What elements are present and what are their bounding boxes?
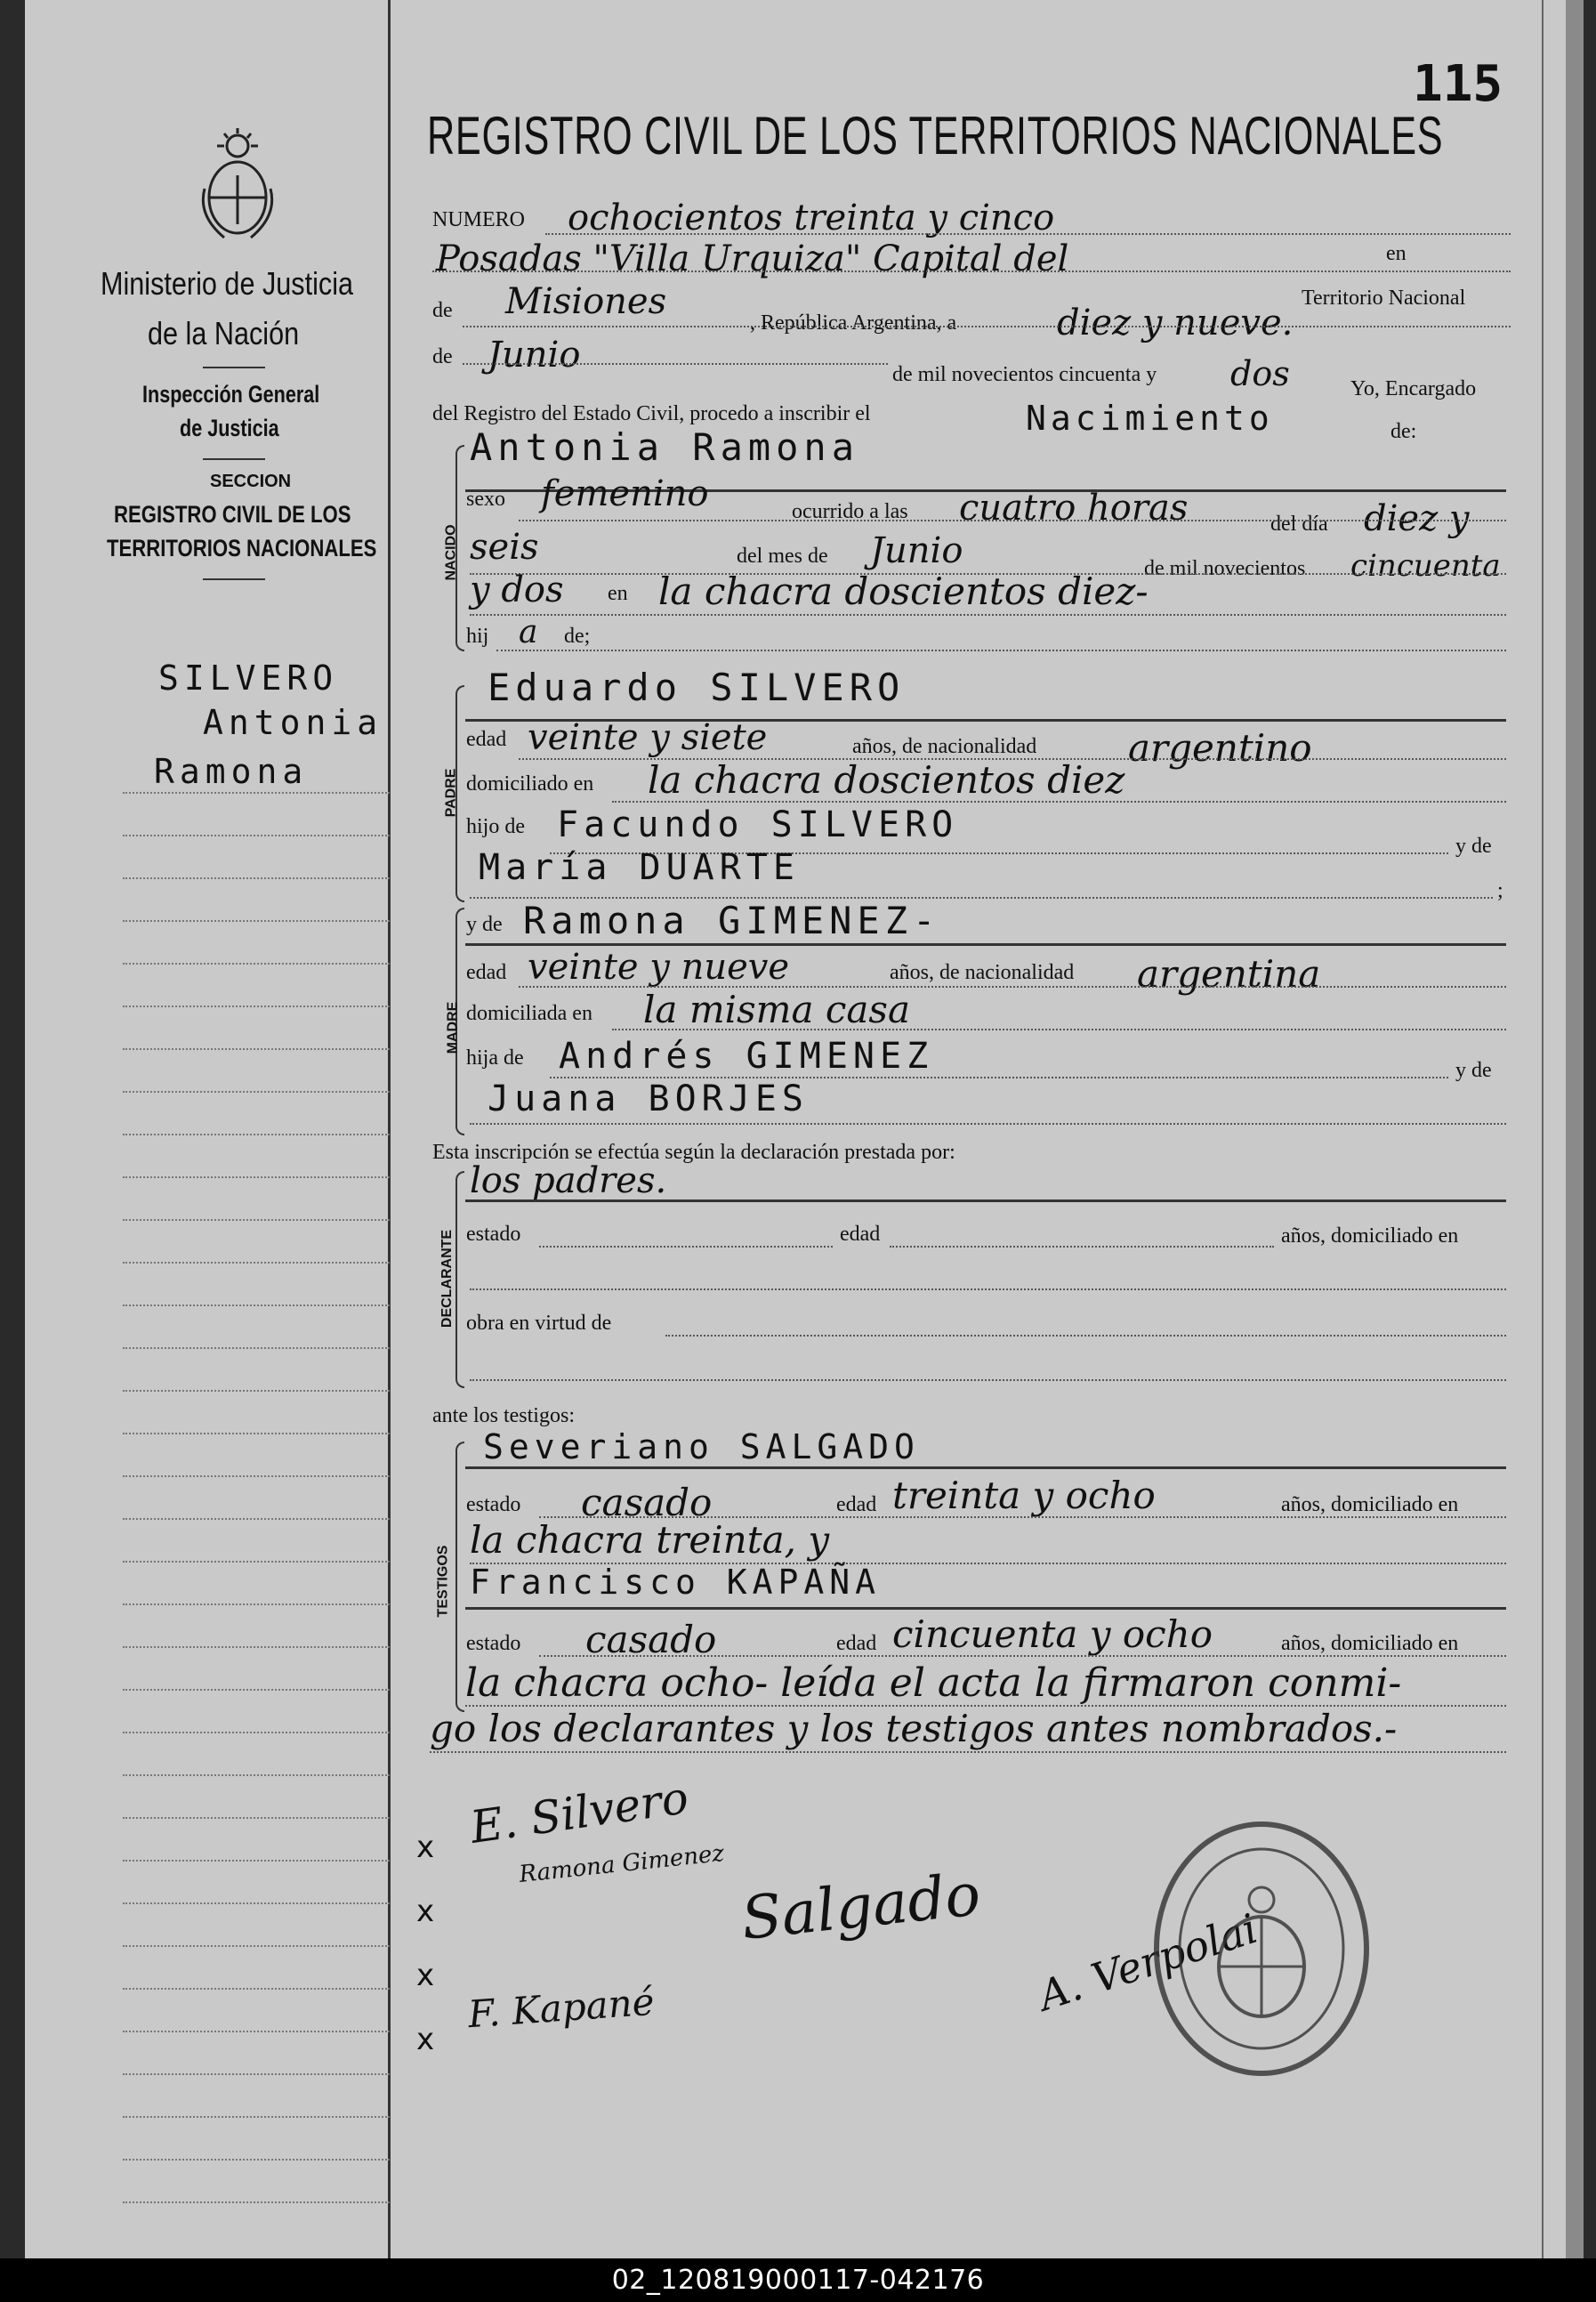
hw-lugar-nac: la chacra doscientos diez-: [658, 569, 1149, 613]
hw-madre-edad: veinte y nueve: [528, 947, 790, 988]
label-de-mil: de mil novecientos: [1144, 557, 1306, 580]
hw-territorio: Misiones: [505, 281, 667, 322]
label-decl-estado: estado: [466, 1223, 521, 1246]
label-madre-dom: domiciliada en: [466, 1002, 592, 1025]
dots-madre-dom: [612, 1029, 1506, 1030]
dots-madre-madre: [470, 1123, 1506, 1125]
margin-ruled-line: [123, 1176, 390, 1178]
margin-ruled-line: [123, 2031, 390, 2032]
hw-dia: diez y nueve.: [1057, 303, 1294, 343]
hw-nacido-nombre: Antonia Ramona: [470, 425, 860, 469]
label-del-mes: del mes de: [737, 545, 828, 568]
label-madre-anos-nac: años, de nacionalidad: [890, 961, 1075, 984]
dots-obra-virtud2: [470, 1379, 1506, 1381]
hw-anio: dos: [1230, 354, 1290, 393]
hw-testigo1-edad: treinta y ocho: [892, 1474, 1156, 1517]
margin-ruled-line: [123, 1902, 390, 1904]
hw-madre-padre: Andrés GIMENEZ: [559, 1036, 934, 1077]
hw-hij-suffix: a: [519, 614, 538, 650]
margin-ruled-line: [123, 1646, 390, 1648]
label-en-lugar: en: [608, 582, 628, 605]
margin-ruled-line: [123, 1518, 390, 1520]
label-y-de-madre: y de: [466, 913, 503, 936]
label-t2-anos-dom: años, domiciliado en: [1281, 1632, 1459, 1655]
signature-encargado: A. Verpolai: [1032, 1903, 1263, 2021]
margin-ruled-line: [123, 1048, 390, 1050]
margin-ruled-line: [123, 1347, 390, 1349]
margin-ruled-line: [123, 2201, 390, 2203]
margin-ruled-line: [123, 1262, 390, 1264]
section-line1: REGISTRO CIVIL DE LOS: [114, 501, 351, 528]
signature-x-marks: x x x x: [416, 1829, 435, 2057]
hw-testigo1-dom: la chacra treinta, y: [470, 1518, 830, 1562]
margin-ruled-line: [123, 1006, 390, 1007]
label-padre-edad: edad: [466, 728, 507, 751]
rule-madre-nombre: [465, 943, 1506, 946]
hw-dia-nac2: seis: [470, 527, 539, 568]
hw-testigo1-estado: casado: [581, 1481, 713, 1524]
margin-divider: [388, 0, 391, 2258]
declarante-bracket: [455, 1171, 464, 1388]
label-de: de: [432, 299, 453, 322]
margin-ruled-line: [123, 1433, 390, 1434]
testigos-bracket: [455, 1442, 464, 1712]
hw-testigo2-nombre: Francisco KAPAÑA: [470, 1563, 882, 1602]
hw-cierre: go los declarantes y los testigos antes nombrados.-: [430, 1707, 1398, 1750]
dots-hij: [496, 650, 1506, 651]
margin-ruled-line: [123, 1091, 390, 1093]
label-padre-anos-nac: años, de nacionalidad: [852, 735, 1037, 758]
dots-territorio: [463, 326, 1511, 327]
label-territorio: Territorio Nacional: [1302, 287, 1466, 310]
margin-ruled-line: [123, 963, 390, 965]
margin-ruled-line: [123, 2116, 390, 2118]
margin-name2: Ramona: [154, 752, 309, 791]
label-testigos: TESTIGOS: [435, 1545, 451, 1618]
margin-ruled-line: [123, 1689, 390, 1691]
page-number: 115: [1413, 55, 1503, 113]
label-padre-hijo-de: hijo de: [466, 815, 525, 838]
label-de-semicolon: de;: [564, 625, 591, 648]
coat-of-arms-emblem: [197, 126, 278, 242]
dots-sexo: [519, 520, 1506, 521]
dots-mes: [463, 363, 888, 365]
margin-surname: SILVERO: [158, 658, 339, 698]
hw-acto: Nacimiento: [1026, 399, 1274, 438]
hw-testigo2-dom: la chacra ocho- leída el acta la firmaron conmi-: [465, 1660, 1402, 1706]
hw-mes-nac: Junio: [870, 530, 963, 571]
label-t1-estado: estado: [466, 1493, 521, 1516]
label-madre-hija-de: hija de: [466, 1046, 524, 1070]
dots-padre-dom: [612, 801, 1506, 803]
margin-ruled-line: [123, 1475, 390, 1477]
hw-madre-nombre: Ramona GIMENEZ-: [523, 899, 941, 942]
hw-padre-edad: veinte y siete: [528, 717, 768, 758]
label-decl-anos-dom: años, domiciliado en: [1281, 1224, 1459, 1248]
section-rule: [203, 578, 265, 580]
inspection-rule: [203, 458, 265, 460]
margin-ruled-line: [123, 1860, 390, 1862]
margin-ruled-line: [123, 1390, 390, 1392]
dots-decl-estado: [539, 1246, 833, 1248]
margin-ruled-line: [123, 1219, 390, 1221]
margin-ruled-line: [123, 1945, 390, 1947]
label-semicolon: ;: [1497, 879, 1503, 902]
signature-silvero: E. Silvero: [467, 1772, 692, 1854]
right-edge-line: [1542, 0, 1544, 2258]
hw-padre-madre: María DUARTE: [479, 847, 800, 888]
label-madre: MADRE: [445, 1001, 461, 1054]
dots-numero: [545, 233, 1511, 235]
label-nacido: NACIDO: [443, 524, 459, 581]
signature-salgado: Salgado: [738, 1860, 984, 1953]
hw-sexo: femenino: [541, 473, 709, 514]
margin-ruled-line: [123, 2073, 390, 2075]
label-t2-estado: estado: [466, 1632, 521, 1655]
margin-name1: Antonia: [203, 703, 383, 742]
label-del-dia: del día: [1270, 513, 1328, 536]
margin-ruled-line: [123, 1988, 390, 1990]
label-hij: hij: [466, 625, 489, 648]
label-sexo: sexo: [466, 488, 505, 511]
hw-anio-nac2: y dos: [470, 569, 564, 610]
label-t1-edad: edad: [836, 1493, 877, 1516]
margin-ruled-line: [123, 1732, 390, 1733]
register-page: [25, 0, 1573, 2258]
hw-testigo2-edad: cincuenta y ocho: [892, 1612, 1213, 1656]
label-numero: NUMERO: [432, 208, 526, 231]
hw-padre-dom: la chacra doscientos diez: [648, 758, 1125, 802]
margin-ruled-line: [123, 1304, 390, 1306]
hw-madre-madre: Juana BORJES: [488, 1078, 809, 1119]
label-mil-cincuenta: de mil novecientos cincuenta y: [892, 363, 1157, 386]
margin-ruled-line: [123, 1774, 390, 1776]
dots-decl-edad: [890, 1246, 1274, 1248]
hw-anio-nac1: cincuenta: [1350, 548, 1501, 584]
label-ocurrido: ocurrido a las: [792, 500, 908, 523]
label-madre-y-de: y de: [1455, 1059, 1492, 1082]
dots-lugar: [432, 271, 1511, 272]
rule-declarante: [465, 1199, 1506, 1202]
inspection-line1: Inspección General: [142, 381, 320, 408]
label-yo-encargado: Yo, Encargado: [1350, 377, 1477, 400]
margin-ruled-line: [123, 920, 390, 922]
label-obra-virtud: obra en virtud de: [466, 1312, 612, 1335]
hw-padre-nac: argentino: [1128, 726, 1312, 770]
dots-decl-dom: [470, 1288, 1506, 1290]
label-de-colon: de:: [1390, 420, 1417, 443]
label-padre-y-de: y de: [1455, 835, 1492, 858]
margin-ruled-line: [123, 835, 390, 836]
margin-ruled-line: [123, 2159, 390, 2161]
signature-gimenez: Ramona Gimenez: [518, 1839, 726, 1889]
dots-t2-estado: [539, 1655, 1506, 1657]
hw-dia-nac1: diez y: [1364, 498, 1470, 539]
hw-padre-padre: Facundo SILVERO: [557, 804, 959, 845]
label-del-registro: del Registro del Estado Civil, procedo a inscribir el: [432, 402, 871, 425]
official-stamp: [1146, 1815, 1377, 2082]
label-padre-dom: domiciliado en: [466, 772, 594, 796]
page-title: REGISTRO CIVIL DE LOS TERRITORIOS NACIONALES: [427, 106, 1444, 166]
label-decl-edad: edad: [840, 1223, 881, 1246]
ministry-line2: de la Nación: [148, 315, 300, 351]
section-label: SECCION: [210, 472, 292, 491]
margin-ruled-line: [123, 792, 390, 794]
margin-ruled-line: [123, 1817, 390, 1819]
label-republica: , República Argentina, a: [750, 311, 957, 335]
hw-padre-nombre: Eduardo SILVERO: [488, 666, 906, 709]
section-line2: TERRITORIOS NACIONALES: [107, 535, 377, 561]
hw-numero: ochocientos treinta y cinco: [568, 198, 1055, 238]
label-padre: PADRE: [443, 768, 459, 818]
inspection-line2: de Justicia: [180, 415, 279, 441]
label-de2: de: [432, 345, 453, 368]
hw-declarante: los padres.: [470, 1160, 667, 1201]
label-t1-anos-dom: años, domiciliado en: [1281, 1493, 1459, 1516]
rule-testigo2-nombre: [465, 1607, 1506, 1610]
margin-ruled-line: [123, 1561, 390, 1563]
hw-lugar: Posadas "Villa Urquiza" Capital del: [436, 238, 1069, 279]
margin-ruled-line: [123, 877, 390, 879]
hw-testigo2-estado: casado: [585, 1618, 717, 1661]
hw-hora: cuatro horas: [959, 488, 1189, 529]
margin-ruled-line: [123, 1134, 390, 1135]
document-id-footer: 02_120819000117-042176: [0, 2258, 1596, 2302]
label-madre-edad: edad: [466, 961, 507, 984]
label-t2-edad: edad: [836, 1632, 877, 1655]
hw-testigo1-nombre: Severiano SALGADO: [483, 1427, 920, 1466]
signature-kapane: F. Kapané: [466, 1979, 657, 2037]
label-declarante: DECLARANTE: [439, 1229, 455, 1329]
dots-obra-virtud: [665, 1335, 1506, 1337]
label-inscripcion: Esta inscripción se efectúa según la declaración prestada por:: [432, 1141, 955, 1164]
dots-cierre: [430, 1751, 1506, 1753]
label-ante-testigos: ante los testigos:: [432, 1404, 575, 1427]
hw-madre-dom: la misma casa: [643, 988, 911, 1031]
ministry-rule: [203, 367, 265, 368]
rule-testigo1-nombre: [465, 1466, 1506, 1469]
hw-mes: Junio: [488, 335, 581, 376]
dots-lugar-nac: [470, 614, 1506, 616]
hw-madre-nac: argentina: [1137, 952, 1321, 996]
margin-ruled-line: [123, 1603, 390, 1605]
label-en: en: [1386, 242, 1407, 265]
ministry-line1: Ministerio de Justicia: [101, 265, 354, 302]
